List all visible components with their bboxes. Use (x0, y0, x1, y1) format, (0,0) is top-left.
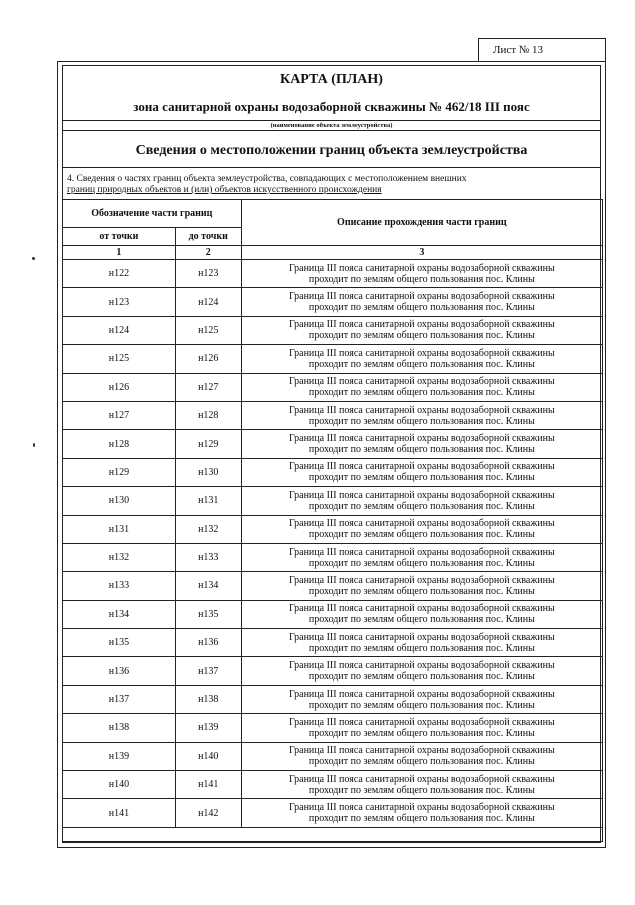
header-boundary-part: Обозначение части границ (63, 200, 242, 228)
description-line: Граница III пояса санитарной охраны водозаборной скважины (288, 347, 555, 359)
table-row (63, 714, 603, 742)
boundary-description (241, 458, 602, 486)
description-line: проходит по землям общего пользования пос. Клины (308, 273, 535, 285)
scan-speck (32, 257, 35, 260)
boundary-description (241, 515, 602, 543)
from-point: н136 (63, 657, 176, 685)
inner-frame (62, 65, 601, 843)
from-point: н128 (63, 430, 176, 458)
empty-cell (63, 827, 603, 841)
description-line: проходит по землям общего пользования пос. Клины (308, 784, 535, 796)
description-line: Граница III пояса санитарной охраны водозаборной скважины (288, 631, 555, 643)
boundary-description (241, 742, 602, 770)
description-line: проходит по землям общего пользования пос. Клины (308, 727, 535, 739)
table-row (63, 515, 603, 543)
description-line-1: 4. Сведения о частях границ объекта землеустройства, совпадающих с местоположением внешних (67, 174, 467, 184)
page-frame (57, 61, 606, 848)
description-line: Граница III пояса санитарной охраны водозаборной скважины (288, 773, 555, 785)
from-point: н130 (63, 487, 176, 515)
to-point: н130 (175, 458, 241, 486)
section-description (67, 174, 570, 196)
table-row (63, 430, 603, 458)
scan-speck (33, 443, 35, 447)
boundary-description (241, 316, 602, 344)
description-line: проходит по землям общего пользования пос. Клины (308, 529, 535, 541)
description-line: проходит по землям общего пользования пос. Клины (308, 699, 535, 711)
page-title: КАРТА (ПЛАН) (280, 72, 383, 87)
description-line: Граница III пояса санитарной охраны водозаборной скважины (288, 262, 555, 274)
table-row (63, 543, 603, 571)
description-line: Граница III пояса санитарной охраны водозаборной скважины (288, 376, 555, 388)
description-line: Граница III пояса санитарной охраны водозаборной скважины (288, 518, 555, 530)
to-point: н133 (175, 543, 241, 571)
table-row (63, 458, 603, 486)
divider (63, 167, 600, 168)
boundary-description (241, 657, 602, 685)
table-row (63, 373, 603, 401)
to-point: н123 (175, 260, 241, 288)
description-line: проходит по землям общего пользования пос. Клины (308, 671, 535, 683)
boundary-table (62, 199, 603, 842)
from-point: н125 (63, 345, 176, 373)
from-point: н132 (63, 543, 176, 571)
header-from-point: от точки (63, 228, 176, 246)
table-row (63, 657, 603, 685)
from-point: н139 (63, 742, 176, 770)
object-name: зона санитарной охраны водозаборной скважины № 462/18 III пояс (133, 99, 530, 114)
from-point: н127 (63, 401, 176, 429)
boundary-description (241, 373, 602, 401)
description-line: Граница III пояса санитарной охраны водозаборной скважины (288, 404, 555, 416)
description-line: Граница III пояса санитарной охраны водозаборной скважины (288, 745, 555, 757)
table-row (63, 799, 603, 827)
boundary-description (241, 799, 602, 827)
from-point: н141 (63, 799, 176, 827)
header-to-point: до точки (175, 228, 241, 246)
boundary-description (241, 430, 602, 458)
from-point: н122 (63, 260, 176, 288)
boundary-description (241, 260, 602, 288)
header-description: Описание прохождения части границ (241, 200, 602, 246)
description-line: Граница III пояса санитарной охраны водозаборной скважины (288, 688, 555, 700)
description-line: проходит по землям общего пользования пос. Клины (308, 330, 535, 342)
from-point: н126 (63, 373, 176, 401)
table-column-numbers (63, 246, 603, 260)
table-row (63, 771, 603, 799)
table-row-empty (63, 827, 603, 841)
description-line: Граница III пояса санитарной охраны водозаборной скважины (288, 574, 555, 586)
divider (63, 130, 600, 131)
table-row (63, 685, 603, 713)
description-line: проходит по землям общего пользования пос. Клины (308, 444, 535, 456)
description-line: проходит по землям общего пользования пос. Клины (308, 585, 535, 597)
boundary-description (241, 345, 602, 373)
table-row (63, 288, 603, 316)
section-title: Сведения о местоположении границ объекта землеустройства (135, 143, 528, 158)
to-point: н131 (175, 487, 241, 515)
description-line: Граница III пояса санитарной охраны водозаборной скважины (288, 319, 555, 331)
from-point: н131 (63, 515, 176, 543)
boundary-description (241, 487, 602, 515)
from-point: н138 (63, 714, 176, 742)
to-point: н129 (175, 430, 241, 458)
description-line: Граница III пояса санитарной охраны водозаборной скважины (288, 802, 555, 814)
description-line: Граница III пояса санитарной охраны водозаборной скважины (288, 716, 555, 728)
table-row (63, 316, 603, 344)
description-line: проходит по землям общего пользования пос. Клины (308, 302, 535, 314)
object-name-caption: (наименование объекта землеустройства) (270, 122, 393, 129)
description-line: Граница III пояса санитарной охраны водозаборной скважины (288, 489, 555, 501)
description-line: проходит по землям общего пользования пос. Клины (308, 642, 535, 654)
description-line: проходит по землям общего пользования пос. Клины (308, 500, 535, 512)
description-line: Граница III пояса санитарной охраны водозаборной скважины (288, 291, 555, 303)
table-row (63, 401, 603, 429)
table-row (63, 600, 603, 628)
column-number-2: 2 (175, 246, 241, 260)
boundary-description (241, 572, 602, 600)
description-line: Граница III пояса санитарной охраны водозаборной скважины (288, 603, 555, 615)
table-row (63, 572, 603, 600)
description-line-2: границ природных объектов и (или) объектов искусственного происхождения (67, 185, 382, 195)
to-point: н140 (175, 742, 241, 770)
sheet-number: Лист № 13 (478, 38, 606, 62)
boundary-description (241, 771, 602, 799)
boundary-description (241, 714, 602, 742)
table-row (63, 742, 603, 770)
description-line: проходит по землям общего пользования пос. Клины (308, 614, 535, 626)
description-line: Граница III пояса санитарной охраны водозаборной скважины (288, 433, 555, 445)
description-line: проходит по землям общего пользования пос. Клины (308, 813, 535, 825)
description-line: проходит по землям общего пользования пос. Клины (308, 472, 535, 484)
description-line: Граница III пояса санитарной охраны водозаборной скважины (288, 660, 555, 672)
table-row (63, 629, 603, 657)
description-line: проходит по землям общего пользования пос. Клины (308, 557, 535, 569)
from-point: н133 (63, 572, 176, 600)
boundary-description (241, 288, 602, 316)
to-point: н125 (175, 316, 241, 344)
to-point: н141 (175, 771, 241, 799)
boundary-description (241, 401, 602, 429)
table-header-row (63, 200, 603, 228)
from-point: н134 (63, 600, 176, 628)
to-point: н142 (175, 799, 241, 827)
description-line: проходит по землям общего пользования пос. Клины (308, 387, 535, 399)
boundary-description (241, 629, 602, 657)
to-point: н126 (175, 345, 241, 373)
divider (63, 120, 600, 121)
boundary-description (241, 685, 602, 713)
to-point: н136 (175, 629, 241, 657)
description-line: Граница III пояса санитарной охраны водозаборной скважины (288, 461, 555, 473)
to-point: н127 (175, 373, 241, 401)
from-point: н124 (63, 316, 176, 344)
boundary-description (241, 600, 602, 628)
from-point: н137 (63, 685, 176, 713)
from-point: н123 (63, 288, 176, 316)
table-row (63, 260, 603, 288)
to-point: н124 (175, 288, 241, 316)
description-line: Граница III пояса санитарной охраны водозаборной скважины (288, 546, 555, 558)
from-point: н140 (63, 771, 176, 799)
column-number-3: 3 (241, 246, 602, 260)
description-line: проходит по землям общего пользования пос. Клины (308, 415, 535, 427)
from-point: н129 (63, 458, 176, 486)
description-line: проходит по землям общего пользования пос. Клины (308, 756, 535, 768)
boundary-description (241, 543, 602, 571)
from-point: н135 (63, 629, 176, 657)
to-point: н137 (175, 657, 241, 685)
column-number-1: 1 (63, 246, 176, 260)
to-point: н139 (175, 714, 241, 742)
to-point: н132 (175, 515, 241, 543)
to-point: н138 (175, 685, 241, 713)
table-row (63, 487, 603, 515)
to-point: н128 (175, 401, 241, 429)
table-row (63, 345, 603, 373)
description-line: проходит по землям общего пользования пос. Клины (308, 358, 535, 370)
to-point: н135 (175, 600, 241, 628)
to-point: н134 (175, 572, 241, 600)
